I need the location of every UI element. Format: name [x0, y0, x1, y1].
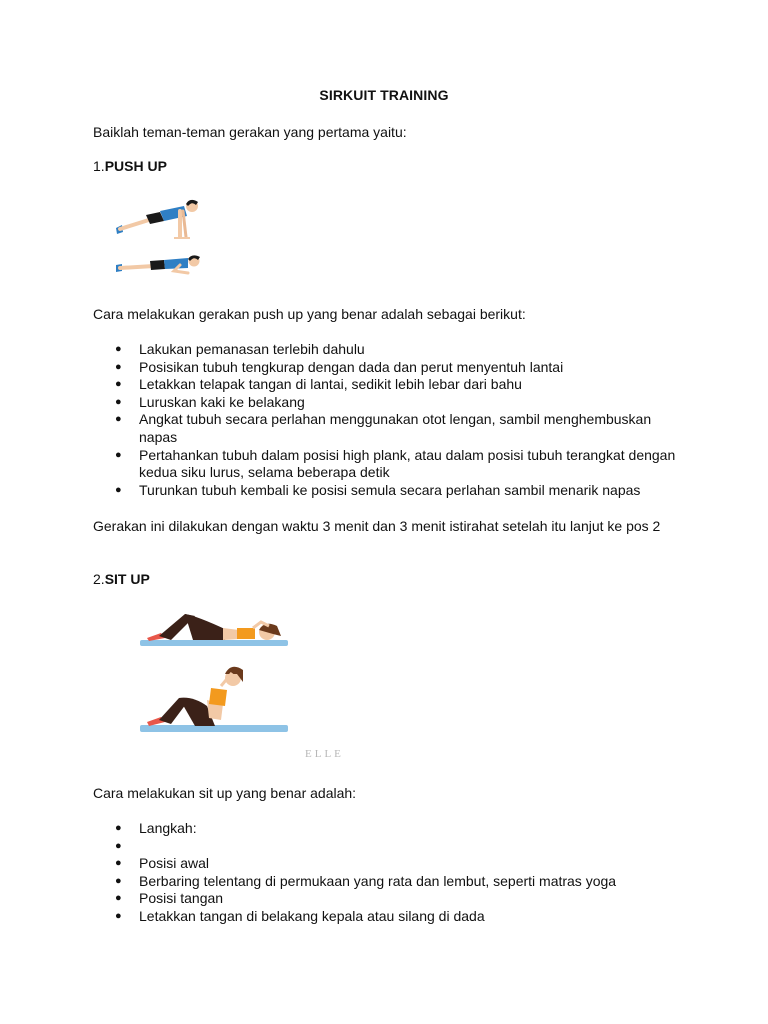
bullet-icon: ● [115, 483, 122, 496]
push-up-note: Gerakan ini dilakukan dengan waktu 3 menit dan 3 menit istirahat setelah itu lanjut ke pos 2 [93, 518, 661, 534]
sit-up-lying-figure [140, 614, 288, 646]
bullet-icon: ● [115, 892, 122, 905]
list-item: ● Posisikan tubuh tengkurap dengan dada dan perut menyentuh lantai [115, 358, 564, 375]
sit-up-illustration [135, 600, 345, 765]
bullet-icon: ● [115, 360, 122, 373]
section-number: 2. [93, 571, 105, 587]
section-title: PUSH UP [104, 158, 167, 174]
push-up-description: Cara melakukan gerakan push up yang benar adalah sebagai berikut: [93, 306, 526, 322]
sit-up-description: Cara melakukan sit up yang benar adalah: [93, 785, 357, 801]
list-item: ● Letakkan telapak tangan di lantai, sedikit lebih lebar dari bahu [115, 376, 522, 393]
bullet-icon: ● [115, 822, 122, 834]
bullet-icon: ● [115, 395, 122, 408]
section-title: SIT UP [104, 571, 150, 587]
list-item: ● Berbaring telentang di permukaan yang rata dan lembut, seperti matras yoga [115, 872, 617, 889]
bullet-icon: ● [115, 839, 122, 852]
list-item: ● Letakkan tangan di belakang kepala atau silang di dada [115, 907, 485, 924]
image-watermark: ELLE [305, 748, 344, 760]
push-up-high-plank-figure [116, 200, 198, 238]
push-up-steps-list [93, 341, 693, 499]
list-item: ● Turunkan tubuh kembali ke posisi semula secara perlahan sambil menarik napas [115, 481, 641, 498]
section-heading-push-up [93, 158, 167, 174]
page-title: SIRKUIT TRAINING [319, 87, 449, 103]
bullet-icon: ● [115, 874, 122, 887]
bullet-icon: ● [115, 378, 122, 391]
sit-up-raised-figure [140, 667, 288, 732]
list-item: ● Pertahankan tubuh dalam posisi high plank, atau dalam posisi tubuh terangkat dengan kedua siku lurus, selama beberapa detik [115, 446, 676, 481]
list-item: ● Langkah: [115, 820, 197, 836]
section-heading-sit-up [93, 571, 150, 587]
bullet-icon: ● [115, 448, 122, 461]
push-up-illustration [110, 195, 220, 285]
list-item: ● Angkat tubuh secara perlahan menggunakan otot lengan, sambil menghembuskan napas [115, 411, 652, 445]
bullet-icon: ● [115, 909, 122, 922]
list-item: ● Luruskan kaki ke belakang [115, 393, 305, 410]
bullet-icon: ● [115, 343, 122, 355]
list-item [93, 838, 693, 856]
push-up-low-figure [116, 255, 200, 273]
section-number: 1. [93, 158, 105, 174]
list-item: ● Posisi tangan [115, 890, 224, 907]
list-item: ● Posisi awal [115, 855, 210, 872]
sit-up-steps-list [93, 820, 693, 926]
list-item: ● Lakukan pemanasan terlebih dahulu [115, 341, 365, 357]
intro-text: Baiklah teman-teman gerakan yang pertama yaitu: [93, 124, 407, 140]
bullet-icon: ● [115, 413, 122, 426]
bullet-icon: ● [115, 857, 122, 870]
